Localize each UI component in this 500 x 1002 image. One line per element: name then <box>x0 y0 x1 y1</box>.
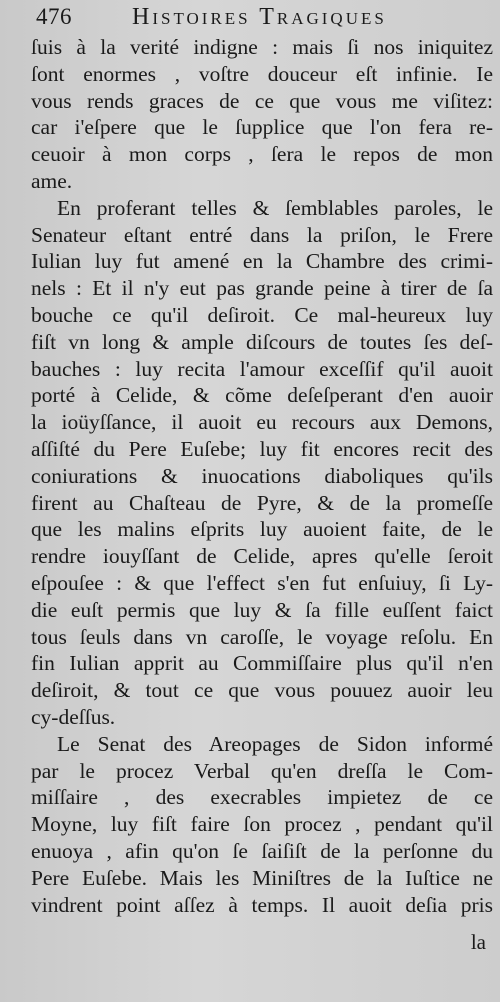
text-line: ceuoir à mon corps , ſera le repos de mon <box>31 142 493 167</box>
text-line: Senateur eſtant entré dans la priſon, le Frere <box>31 222 493 247</box>
text-line: die euſt permis que luy & ſa fille euſſent faict <box>31 597 493 622</box>
text-line: fiſt vn long & ample diſcours de toutes ſes deſ- <box>31 329 493 354</box>
text-line: Moyne, luy fiſt faire ſon procez , pendant qu'il <box>31 812 493 837</box>
text-line: Iulian luy fut amené en la Chambre des crimi- <box>31 249 493 274</box>
text-line: aſſiſté du Pere Euſebe; luy fit encores recit des <box>31 436 493 461</box>
text-line: En proferant telles & ſemblables paroles, le <box>57 195 493 220</box>
text-line: bouche ce qu'il deſiroit. Ce mal-heureux luy <box>31 302 493 327</box>
text-block <box>31 34 493 918</box>
text-line: bauches : luy recita l'amour exceſſif qu'il auoit <box>31 356 493 381</box>
text-line: cy-deſſus. <box>31 704 116 729</box>
running-header <box>30 2 486 32</box>
text-line: ame. <box>31 168 73 193</box>
text-line: eſpouſee : & que l'effect s'en fut enſuiuy, ſi Ly- <box>31 570 493 595</box>
text-line: que les malins eſprits luy auoient faite, de le <box>31 517 493 542</box>
text-line: Le Senat des Areopages de Sidon informé <box>57 731 493 756</box>
text-line: porté à Celide, & cõme deſeſperant d'en auoir <box>31 383 493 408</box>
page-number: 476 <box>36 4 72 29</box>
text-line: rendre iouyſſant de Celide, apres qu'elle ſeroit <box>31 544 493 569</box>
text-line: fin Iulian apprit au Commiſſaire plus qu'il n'en <box>31 651 493 676</box>
running-title: Histoires Tragiques <box>132 4 387 30</box>
text-line: miſſaire , des execrables impietez de ce <box>31 785 493 810</box>
text-line: deſiroit, & tout ce que vous pouuez auoir leu <box>31 678 493 703</box>
text-line: vindrent point aſſez à temps. Il auoit deſia pris <box>31 892 493 917</box>
text-line: par le procez Verbal qu'en dreſſa le Com- <box>31 758 493 783</box>
text-line: firent au Chaſteau de Pyre, & de la promeſſe <box>31 490 493 515</box>
text-line: ſont enormes , voſtre douceur eſt infinie. Ie <box>31 61 493 86</box>
text-line: enuoya , afin qu'on ſe ſaiſiſt de la perſonne du <box>31 838 493 863</box>
text-line: ſuis à la verité indigne : mais ſi nos iniquitez <box>31 35 493 59</box>
text-line: tous ſeuls dans vn caroſſe, le voyage reſolu. En <box>31 624 493 649</box>
text-line: nels : Et il n'y eut pas grande peine à tirer de ſa <box>31 276 493 301</box>
text-line: la ioüyſſance, il auoit eu recours aux Demons, <box>31 410 493 435</box>
catchword: la <box>470 930 486 954</box>
text-line: Pere Euſebe. Mais les Miniſtres de la Iuſtice ne <box>31 865 493 890</box>
text-line: coniurations & inuocations diaboliques qu'ils <box>31 463 493 488</box>
text-line: car i'eſpere que le ſupplice que l'on fera re- <box>31 115 493 140</box>
text-line: vous rends graces de ce que vous me viſitez: <box>31 88 493 113</box>
